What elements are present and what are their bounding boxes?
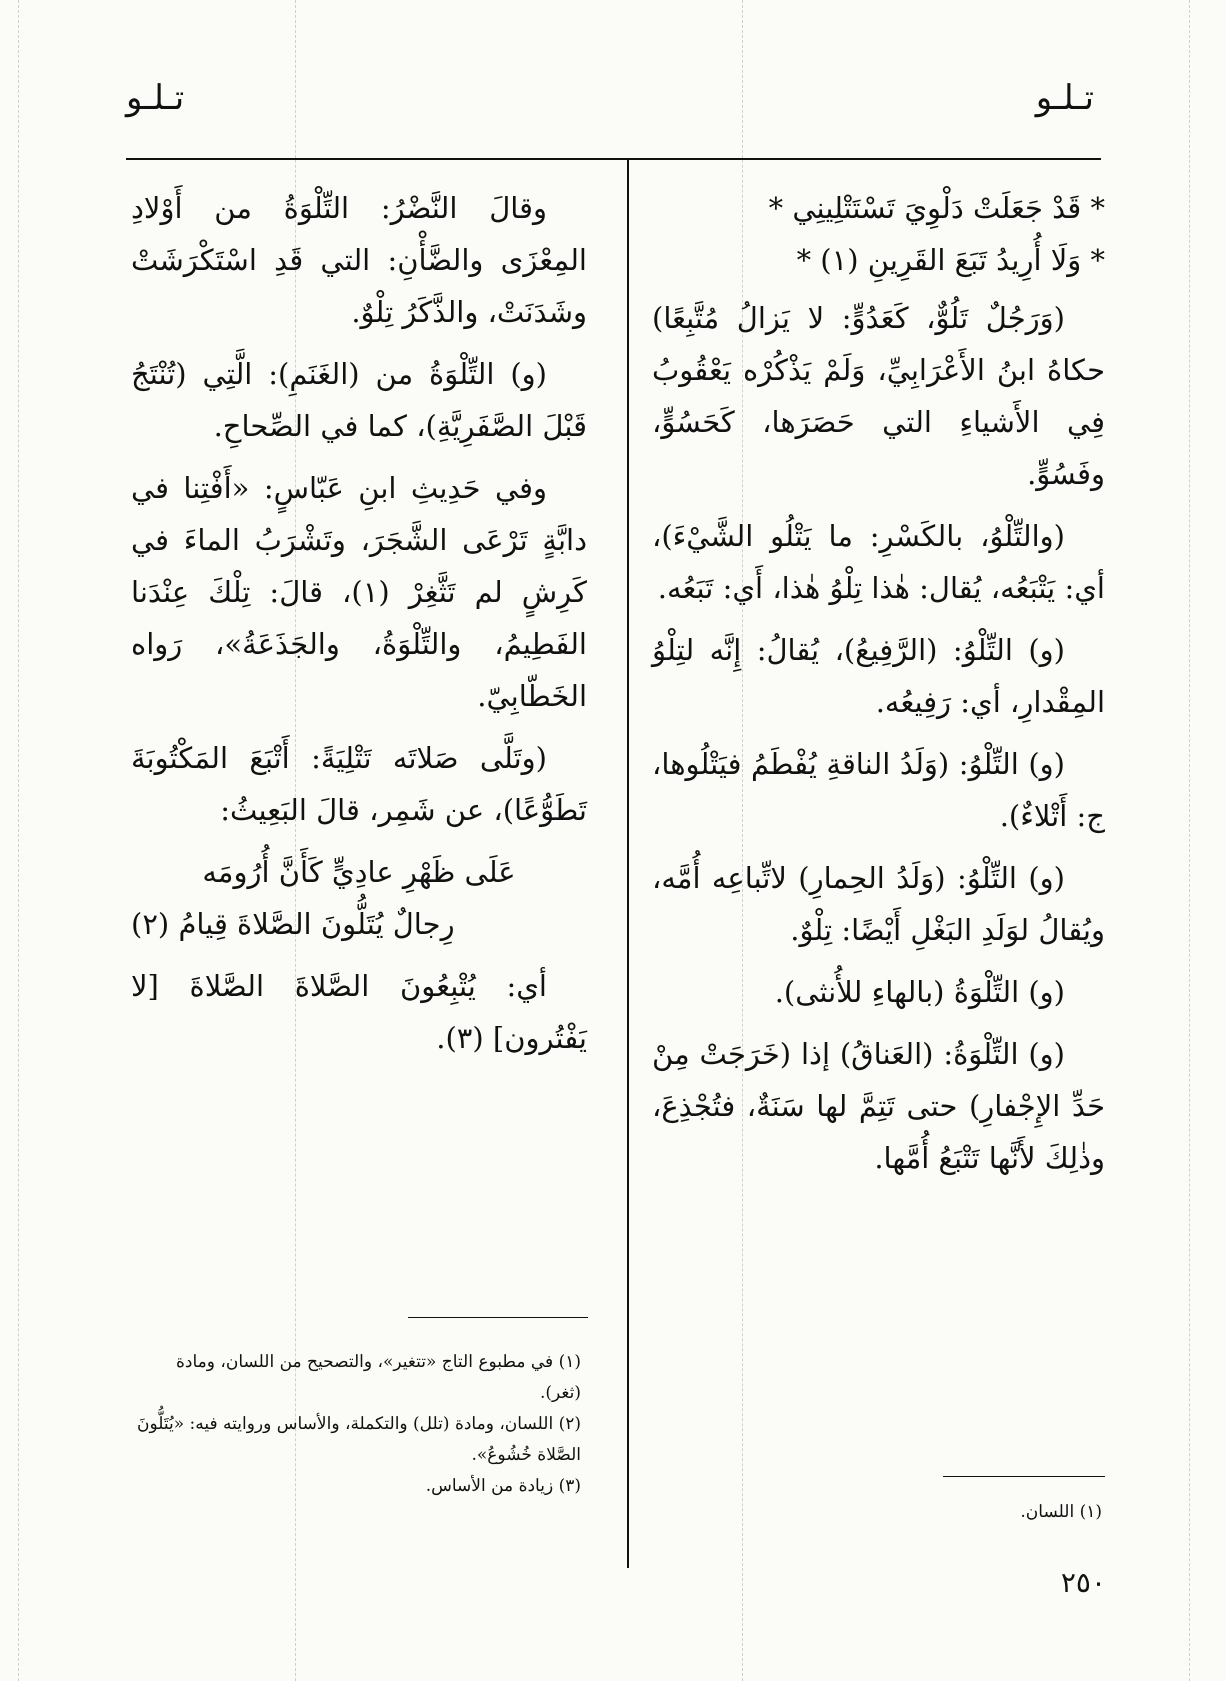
- page-number: ٢٥٠: [1060, 1566, 1106, 1599]
- verse-line: عَلَى ظَهْرِ عادِيٍّ كَأَنَّ أُرُومَه: [202, 855, 516, 889]
- verse-line: رِجالٌ يُتَلُّونَ الصَّلاةَ قِيامُ (٢): [131, 907, 455, 941]
- scan-guide-line: [18, 0, 19, 1681]
- footnote: (٢) اللسان، ومادة (تلل) والتكملة، والأساس وروايته فيه: «يُتَلُّونَ الصَّلاة خُشُوعُ».: [136, 1414, 581, 1465]
- entry-paragraph: أي: يُتْبِعُونَ الصَّلاةَ الصَّلاةَ [لا يَفْتُرون] (٣).: [131, 969, 587, 1055]
- footnote: (١) في مطبوع التاج «تتغير»، والتصحيح من اللسان، ومادة (ثغر).: [175, 1352, 581, 1403]
- entry-paragraph: (و) التِّلْوُ: (الرَّفِيعُ)، يُقالُ: إِنَّه لتِلْوُ المِقْدارِ، أي: رَفِيعُه.: [652, 633, 1105, 719]
- entry-paragraph: (و) التِّلْوَةُ (بالهاءِ للأُنثى).: [774, 975, 1065, 1009]
- entry-paragraph: وقالَ النَّضْرُ: التِّلْوَةُ من أَوْلادِ المِعْزَى والضَّأْنِ: التي قَدِ اسْتَكْرَشَتْ وشَدَنَتْ، والذَّكَرُ تِلْوٌ.: [131, 191, 587, 329]
- column-divider: [627, 158, 629, 1568]
- entry-paragraph: (و) التِّلْوُ: (وَلَدُ الحِمارِ) لاتِّباعِه أُمَّه، ويُقالُ لوَلَدِ البَغْلِ أَيْضًا: تِلْوٌ.: [652, 861, 1105, 947]
- entry-paragraph: وفي حَدِيثِ ابنِ عَبّاسٍ: «أَفْتِنا في دابَّةٍ تَرْعَى الشَّجَرَ، وتَشْرَبُ الماءَ في كَرِشٍ لم تَثَّغِرْ (١)، قالَ: تِلْكَ عِنْدَنا الفَطِيمُ، والتِّلْوَةُ، والجَذَعَةُ»، رَواه الخَطّابِيّ.: [131, 471, 587, 713]
- header-right-word: تـلـو: [1035, 78, 1094, 118]
- header-rule: [126, 158, 1101, 160]
- entry-paragraph: (و) التِّلْوَةُ من (الغَنَمِ): الَّتِي (تُنْتَجُ قَبْلَ الصَّفَرِيَّةِ)، كما في الصِّحاحِ.: [131, 357, 587, 443]
- right-column: [652, 182, 1105, 1194]
- entry-paragraph: (والتِّلْوُ، بالكَسْرِ: ما يَتْلُو الشَّيْءَ)، أي: يَتْبَعُه، يُقال: هٰذا تِلْوُ هٰذا، أَي: تَبَعُه.: [652, 519, 1105, 605]
- footnote: (٣) زيادة من الأساس.: [425, 1476, 581, 1496]
- footnote-rule: [943, 1476, 1105, 1477]
- verse-line: * قَدْ جَعَلَتْ دَلْوِيَ تَسْتَتْلِينِي *: [768, 191, 1105, 225]
- header-left-word: تـلـو: [126, 78, 185, 118]
- entry-paragraph: (و) التِّلْوُ: (وَلَدُ الناقةِ يُفْطَمُ فيَتْلُوها، ج: أَتْلاءٌ).: [652, 747, 1105, 833]
- entry-paragraph: (و) التِّلْوَةُ: (العَناقُ) إذا (خَرَجَتْ مِنْ حَدِّ الإِجْفارِ) حتى تَتِمَّ لها سَنَةٌ، فتُجْذِعَ، وذٰلِكَ لأَنَّها تَتْبَعُ أُمَّها.: [652, 1037, 1105, 1175]
- footnote-rule: [408, 1317, 588, 1318]
- entry-paragraph: (وَرَجُلٌ تَلُوٌّ، كَعَدُوٍّ: لا يَزالُ مُتَّبِعًا) حكاهُ ابنُ الأَعْرَابِيِّ، وَلَمْ يَذْكُرْه يَعْقُوبُ فِي الأَشياءِ التي حَصَرَها، كَحَسُوٍّ، وفَسُوٍّ.: [652, 301, 1105, 491]
- scan-guide-line: [1189, 0, 1190, 1681]
- verse-line: * وَلَا أُرِيدُ تَبَعَ القَرِينِ (١) *: [796, 243, 1105, 277]
- left-footnotes: [131, 1347, 581, 1502]
- left-column: [131, 182, 587, 1074]
- right-footnotes: [662, 1497, 1102, 1528]
- footnote: (١) اللسان.: [1020, 1502, 1102, 1522]
- entry-paragraph: (وتَلَّى صَلاتَه تَتْلِيَةً: أَتْبَعَ المَكْتُوبَةَ تَطَوُّعًا)، عن شَمِر، قالَ البَعِيثُ:: [131, 741, 587, 827]
